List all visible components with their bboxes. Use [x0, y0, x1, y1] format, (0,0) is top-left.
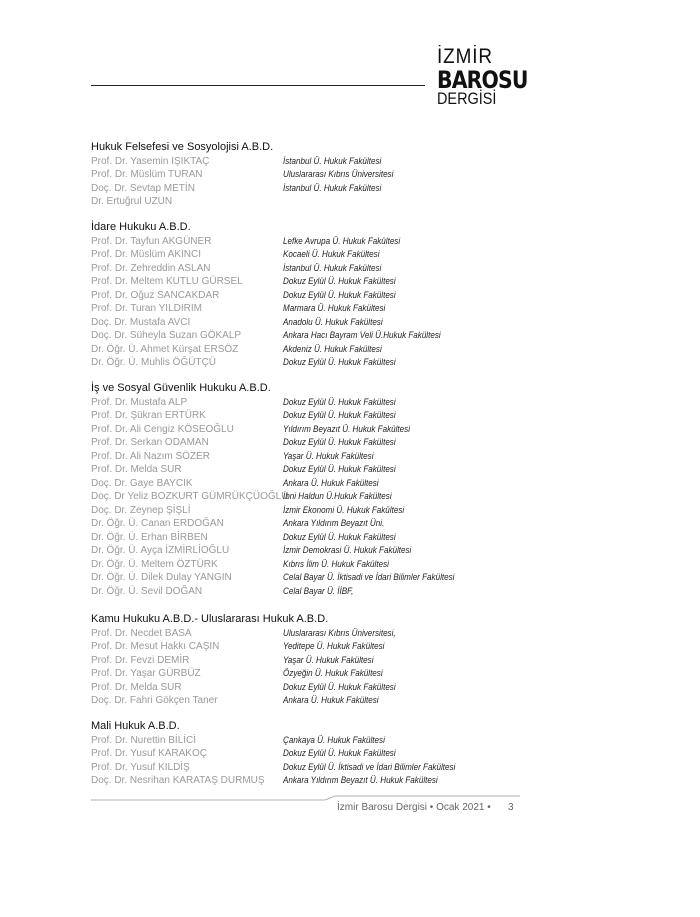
logo-line-2: BAROSU	[437, 66, 528, 94]
member-affiliation: Yıldırım Beyazıt Ü. Hukuk Fakültesi	[283, 423, 411, 435]
member-affiliation: Dokuz Eylül Ü. Hukuk Fakültesi	[283, 748, 396, 759]
member-affiliation: Özyeğin Ü. Hukuk Fakültesi	[283, 668, 383, 679]
member-affiliation: Ankara Hacı Bayram Veli Ü.Hukuk Fakültesi	[283, 330, 441, 341]
member-name: Prof. Dr. Tayfun AKGÜNER	[91, 235, 212, 247]
member-name: Prof. Dr. Necdet BASA	[91, 627, 192, 639]
member-name: Prof. Dr. Yusuf KARAKOÇ	[91, 748, 207, 759]
member-name: Dr. Öğr. Ü. Muhlis ÖĞÜTÇÜ	[91, 357, 217, 368]
section-title: Kamu Hukuku A.B.D.- Uluslararası Hukuk A.B.D.	[91, 613, 329, 625]
member-affiliation: Dokuz Eylül Ü. Hukuk Fakültesi	[283, 289, 396, 301]
member-name: Doç. Dr. Nesrihan KARATAŞ DURMUŞ	[91, 775, 265, 786]
member-name: Dr. Öğr. Ü. Sevil DOĞAN	[91, 585, 203, 597]
member-affiliation: Dokuz Eylül Ü. Hukuk Fakültesi	[283, 531, 396, 543]
member-name: Prof. Dr. Yusuf KILDİŞ	[91, 761, 190, 773]
page-number: 3	[508, 802, 514, 813]
member-name: Prof. Dr. Oğuz SANCAKDAR	[91, 289, 220, 301]
member-affiliation: İstanbul Ü. Hukuk Fakültesi	[283, 182, 382, 194]
member-name: Prof. Dr. Müslüm TURAN	[91, 169, 203, 180]
member-affiliation: Kıbrıs İlim Ü. Hukuk Fakültesi	[283, 558, 389, 570]
member-affiliation: Marmara Ü. Hukuk Fakültesi	[283, 303, 386, 314]
section-title: İş ve Sosyal Güvenlik Hukuku A.B.D.	[91, 382, 271, 394]
member-name: Prof. Dr. Mustafa ALP	[91, 396, 188, 408]
member-affiliation: İstanbul Ü. Hukuk Fakültesi	[283, 155, 382, 167]
member-name: Doç. Dr. Mustafa AVCI	[91, 316, 191, 328]
member-name: Prof. Dr. Mesut Hakkı CAŞIN	[91, 641, 220, 652]
member-name: Prof. Dr. Melda SUR	[91, 464, 182, 475]
member-name: Prof. Dr. Zehreddin ASLAN	[91, 262, 211, 274]
member-affiliation: Yaşar Ü. Hukuk Fakültesi	[283, 654, 374, 666]
member-affiliation: Ankara Yıldırım Beyazıt Ü. Hukuk Fakültesi	[283, 775, 438, 786]
member-name: Doç. Dr Yeliz BOZKURT GÜMRÜKÇÜOĞLU	[91, 491, 289, 502]
member-affiliation: Kocaeli Ü. Hukuk Fakültesi	[283, 249, 380, 260]
member-affiliation: Ankara Ü. Hukuk Fakültesi	[283, 695, 379, 706]
member-name: Prof. Dr. Melda SUR	[91, 681, 182, 693]
member-affiliation: Dokuz Eylül Ü. Hukuk Fakültesi	[283, 410, 396, 421]
member-name: Prof. Dr. Müslüm AKINCI	[91, 249, 202, 260]
member-affiliation: Anadolu Ü. Hukuk Fakültesi	[283, 316, 383, 328]
member-affiliation: Ankara Yıldırım Beyazıt Üni.	[283, 518, 385, 529]
member-affiliation: İbni Haldun Ü.Hukuk Fakültesi	[283, 491, 392, 502]
member-name: Dr. Öğr. Ü. Ayça İZMİRLİOĞLU	[91, 545, 230, 556]
member-affiliation: İzmir Demokrasi Ü. Hukuk Fakültesi	[283, 545, 412, 556]
member-name: Prof. Dr. Turan YILDIRIM	[91, 303, 202, 314]
member-name: Dr. Öğr. Ü. Ahmet Kürşat ERSÖZ	[91, 343, 239, 355]
member-name: Prof. Dr. Nurettin BİLİCİ	[91, 734, 197, 746]
member-affiliation: Celal Bayar Ü. İİBF,	[283, 585, 354, 597]
member-name: Prof. Dr. Fevzi DEMİR	[91, 654, 190, 666]
member-name: Prof. Dr. Yasemin IŞIKTAÇ	[91, 155, 210, 167]
section-title: İdare Hukuku A.B.D.	[91, 221, 191, 233]
member-name: Dr. Öğr. Ü. Canan ERDOĞAN	[91, 518, 224, 529]
member-affiliation: Dokuz Eylül Ü. Hukuk Fakültesi	[283, 437, 396, 448]
member-name: Dr. Öğr. Ü. Meltem ÖZTÜRK	[91, 558, 218, 570]
member-affiliation: Dokuz Eylül Ü. Hukuk Fakültesi	[283, 681, 396, 693]
member-affiliation: Çankaya Ü. Hukuk Fakültesi	[283, 734, 385, 746]
footer-journal: İzmir Barosu Dergisi • Ocak 2021 •	[337, 802, 491, 813]
member-name: Dr. Öğr. Ü. Dilek Dulay YANGIN	[91, 572, 232, 583]
member-affiliation: Uluslararası Kıbrıs Üniversitesi,	[283, 627, 396, 639]
member-affiliation: Yaşar Ü. Hukuk Fakültesi	[283, 450, 374, 462]
member-name: Doç. Dr. Süheyla Suzan GÖKALP	[91, 330, 242, 341]
member-name: Prof. Dr. Ali Nazım SÖZER	[91, 450, 210, 462]
section-title: Hukuk Felsefesi ve Sosyolojisi A.B.D.	[91, 141, 274, 153]
member-affiliation: Dokuz Eylül Ü. Hukuk Fakültesi	[283, 276, 396, 287]
member-name: Doç. Dr. Zeynep ŞİŞLİ	[91, 504, 191, 516]
member-affiliation: Dokuz Eylül Ü. Hukuk Fakültesi	[283, 357, 396, 368]
section-title: Mali Hukuk A.B.D.	[91, 720, 180, 732]
member-affiliation: Dokuz Eylül Ü. İktisadi ve İdari Bilimler Fakültesi	[283, 761, 456, 773]
logo-line-1: İZMİR	[437, 45, 493, 68]
logo-line-3: DERGİSİ	[437, 89, 497, 108]
member-affiliation: Yeditepe Ü. Hukuk Fakültesi	[283, 641, 385, 652]
member-name: Doç. Dr. Fahri Gökçen Taner	[91, 695, 218, 706]
member-affiliation: Celal Bayar Ü. İktisadi ve İdari Bilimler Fakültesi	[283, 572, 455, 583]
member-affiliation: Dokuz Eylül Ü. Hukuk Fakültesi	[283, 464, 396, 475]
member-affiliation: Uluslararası Kıbrıs Üniversitesi	[283, 169, 394, 180]
member-affiliation: Lefke Avrupa Ü. Hukuk Fakültesi	[283, 235, 401, 247]
member-name: Prof. Dr. Serkan ODAMAN	[91, 437, 209, 448]
member-affiliation: İstanbul Ü. Hukuk Fakültesi	[283, 262, 382, 274]
member-name: Doç. Dr. Gaye BAYCIK	[91, 477, 193, 489]
member-name: Prof. Dr. Meltem KUTLU GÜRSEL	[91, 276, 243, 287]
member-name: Dr. Öğr. Ü. Erhan BİRBEN	[91, 531, 208, 543]
member-name: Prof. Dr. Ali Cengiz KÖSEOĞLU	[91, 423, 234, 435]
member-name: Prof. Dr. Şükran ERTÜRK	[91, 410, 206, 421]
member-name: Doç. Dr. Sevtap METİN	[91, 182, 195, 194]
member-affiliation: Ankara Ü. Hukuk Fakültesi	[283, 477, 379, 489]
member-name: Dr. Ertuğrul UZUN	[91, 196, 173, 207]
member-affiliation: İzmir Ekonomi Ü. Hukuk Fakültesi	[283, 504, 405, 516]
member-name: Prof. Dr. Yaşar GÜRBÜZ	[91, 668, 201, 679]
member-affiliation: Akdeniz Ü. Hukuk Fakültesi	[283, 343, 382, 355]
member-affiliation: Dokuz Eylül Ü. Hukuk Fakültesi	[283, 396, 396, 408]
